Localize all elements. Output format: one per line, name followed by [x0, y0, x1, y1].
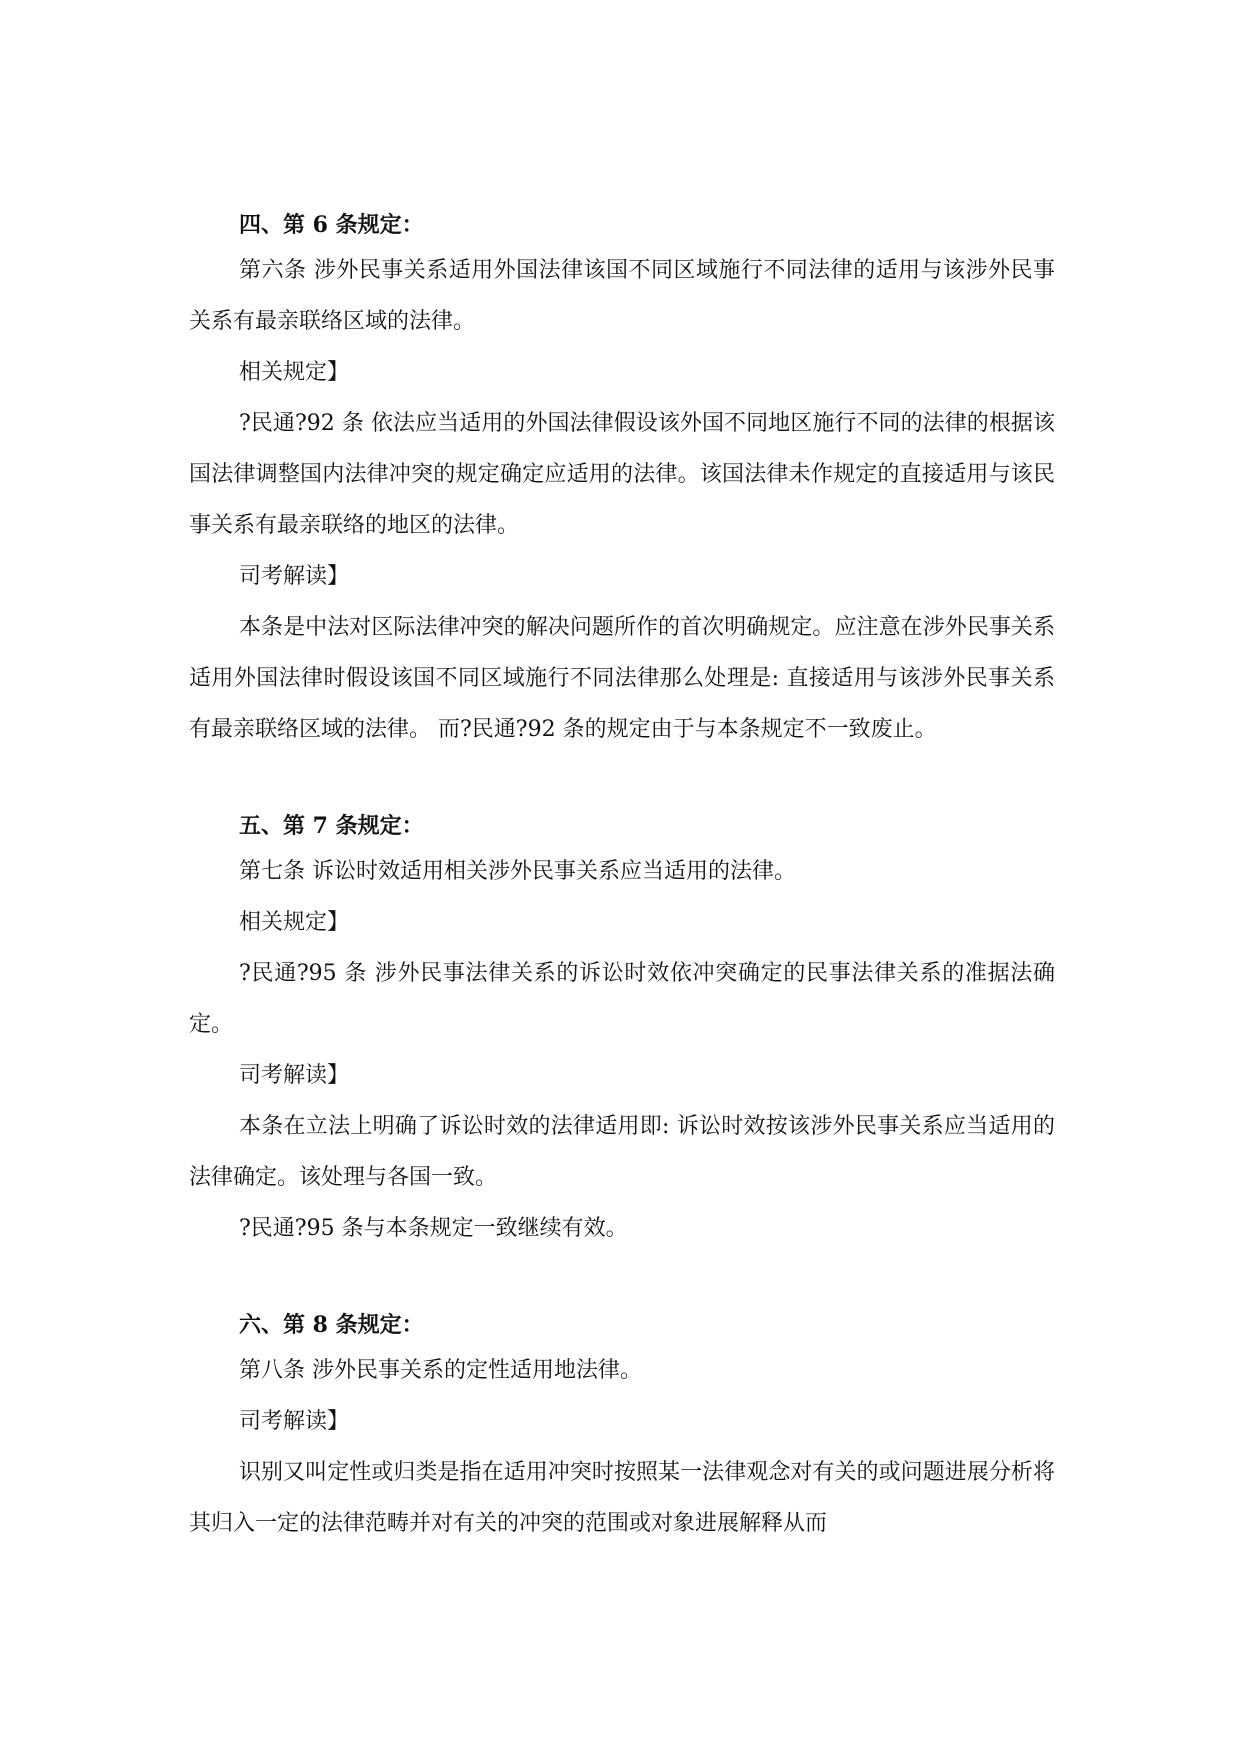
section-article-7 — [189, 806, 1055, 1254]
section-heading: 六、第 8 条规定： — [239, 1312, 424, 1338]
section-heading: 四、第 6 条规定： — [239, 212, 424, 238]
interpretation-label: 司考解读】 — [239, 1409, 350, 1434]
related-provision-text: ?民通?92 条 依法应当适用的外国法律假设该外国不同地区施行不同的法律的根据该国法律调整国内法律冲突的规定确定应适用的法律。该国法律未作规定的直接适用与该民事关系有最亲联络的地区的法律。 — [189, 411, 1055, 538]
interpretation-label: 司考解读】 — [239, 564, 350, 589]
related-provisions-label: 相关规定】 — [239, 360, 350, 385]
section-article-6 — [189, 205, 1055, 755]
section-heading: 五、第 7 条规定： — [239, 813, 424, 839]
interpretation-text: 本条是中法对区际法律冲突的解决问题所作的首次明确规定。应注意在涉外民事关系适用外国法律时假设该国不同区域施行不同法律那么处理是: 直接适用与该涉外民事关系有最亲联络区域的法律。 而?民通?92 条的规定由于与本条规定不一致废止。 — [189, 615, 1055, 742]
interpretation-label: 司考解读】 — [239, 1063, 350, 1088]
section-article-8 — [189, 1305, 1055, 1549]
article-text: 第六条 涉外民事关系适用外国法律该国不同区域施行不同法律的适用与该涉外民事关系有最亲联络区域的法律。 — [189, 258, 1055, 334]
document-page — [189, 205, 1055, 1549]
article-text: 第八条 涉外民事关系的定性适用地法律。 — [239, 1358, 642, 1383]
related-provisions-label: 相关规定】 — [239, 910, 350, 935]
interpretation-text: 本条在立法上明确了诉讼时效的法律适用即: 诉讼时效按该涉外民事关系应当适用的法律确定。该处理与各国一致。 — [189, 1114, 1055, 1190]
article-text: 第七条 诉讼时效适用相关涉外民事关系应当适用的法律。 — [239, 859, 796, 884]
interpretation-text: 识别又叫定性或归类是指在适用冲突时按照某一法律观念对有关的或问题进展分析将其归入一定的法律范畴并对有关的冲突的范围或对象进展解释从而 — [189, 1460, 1055, 1536]
interpretation-text: ?民通?95 条与本条规定一致继续有效。 — [239, 1216, 628, 1241]
related-provision-text: ?民通?95 条 涉外民事法律关系的诉讼时效依冲突确定的民事法律关系的准据法确定。 — [189, 961, 1055, 1037]
